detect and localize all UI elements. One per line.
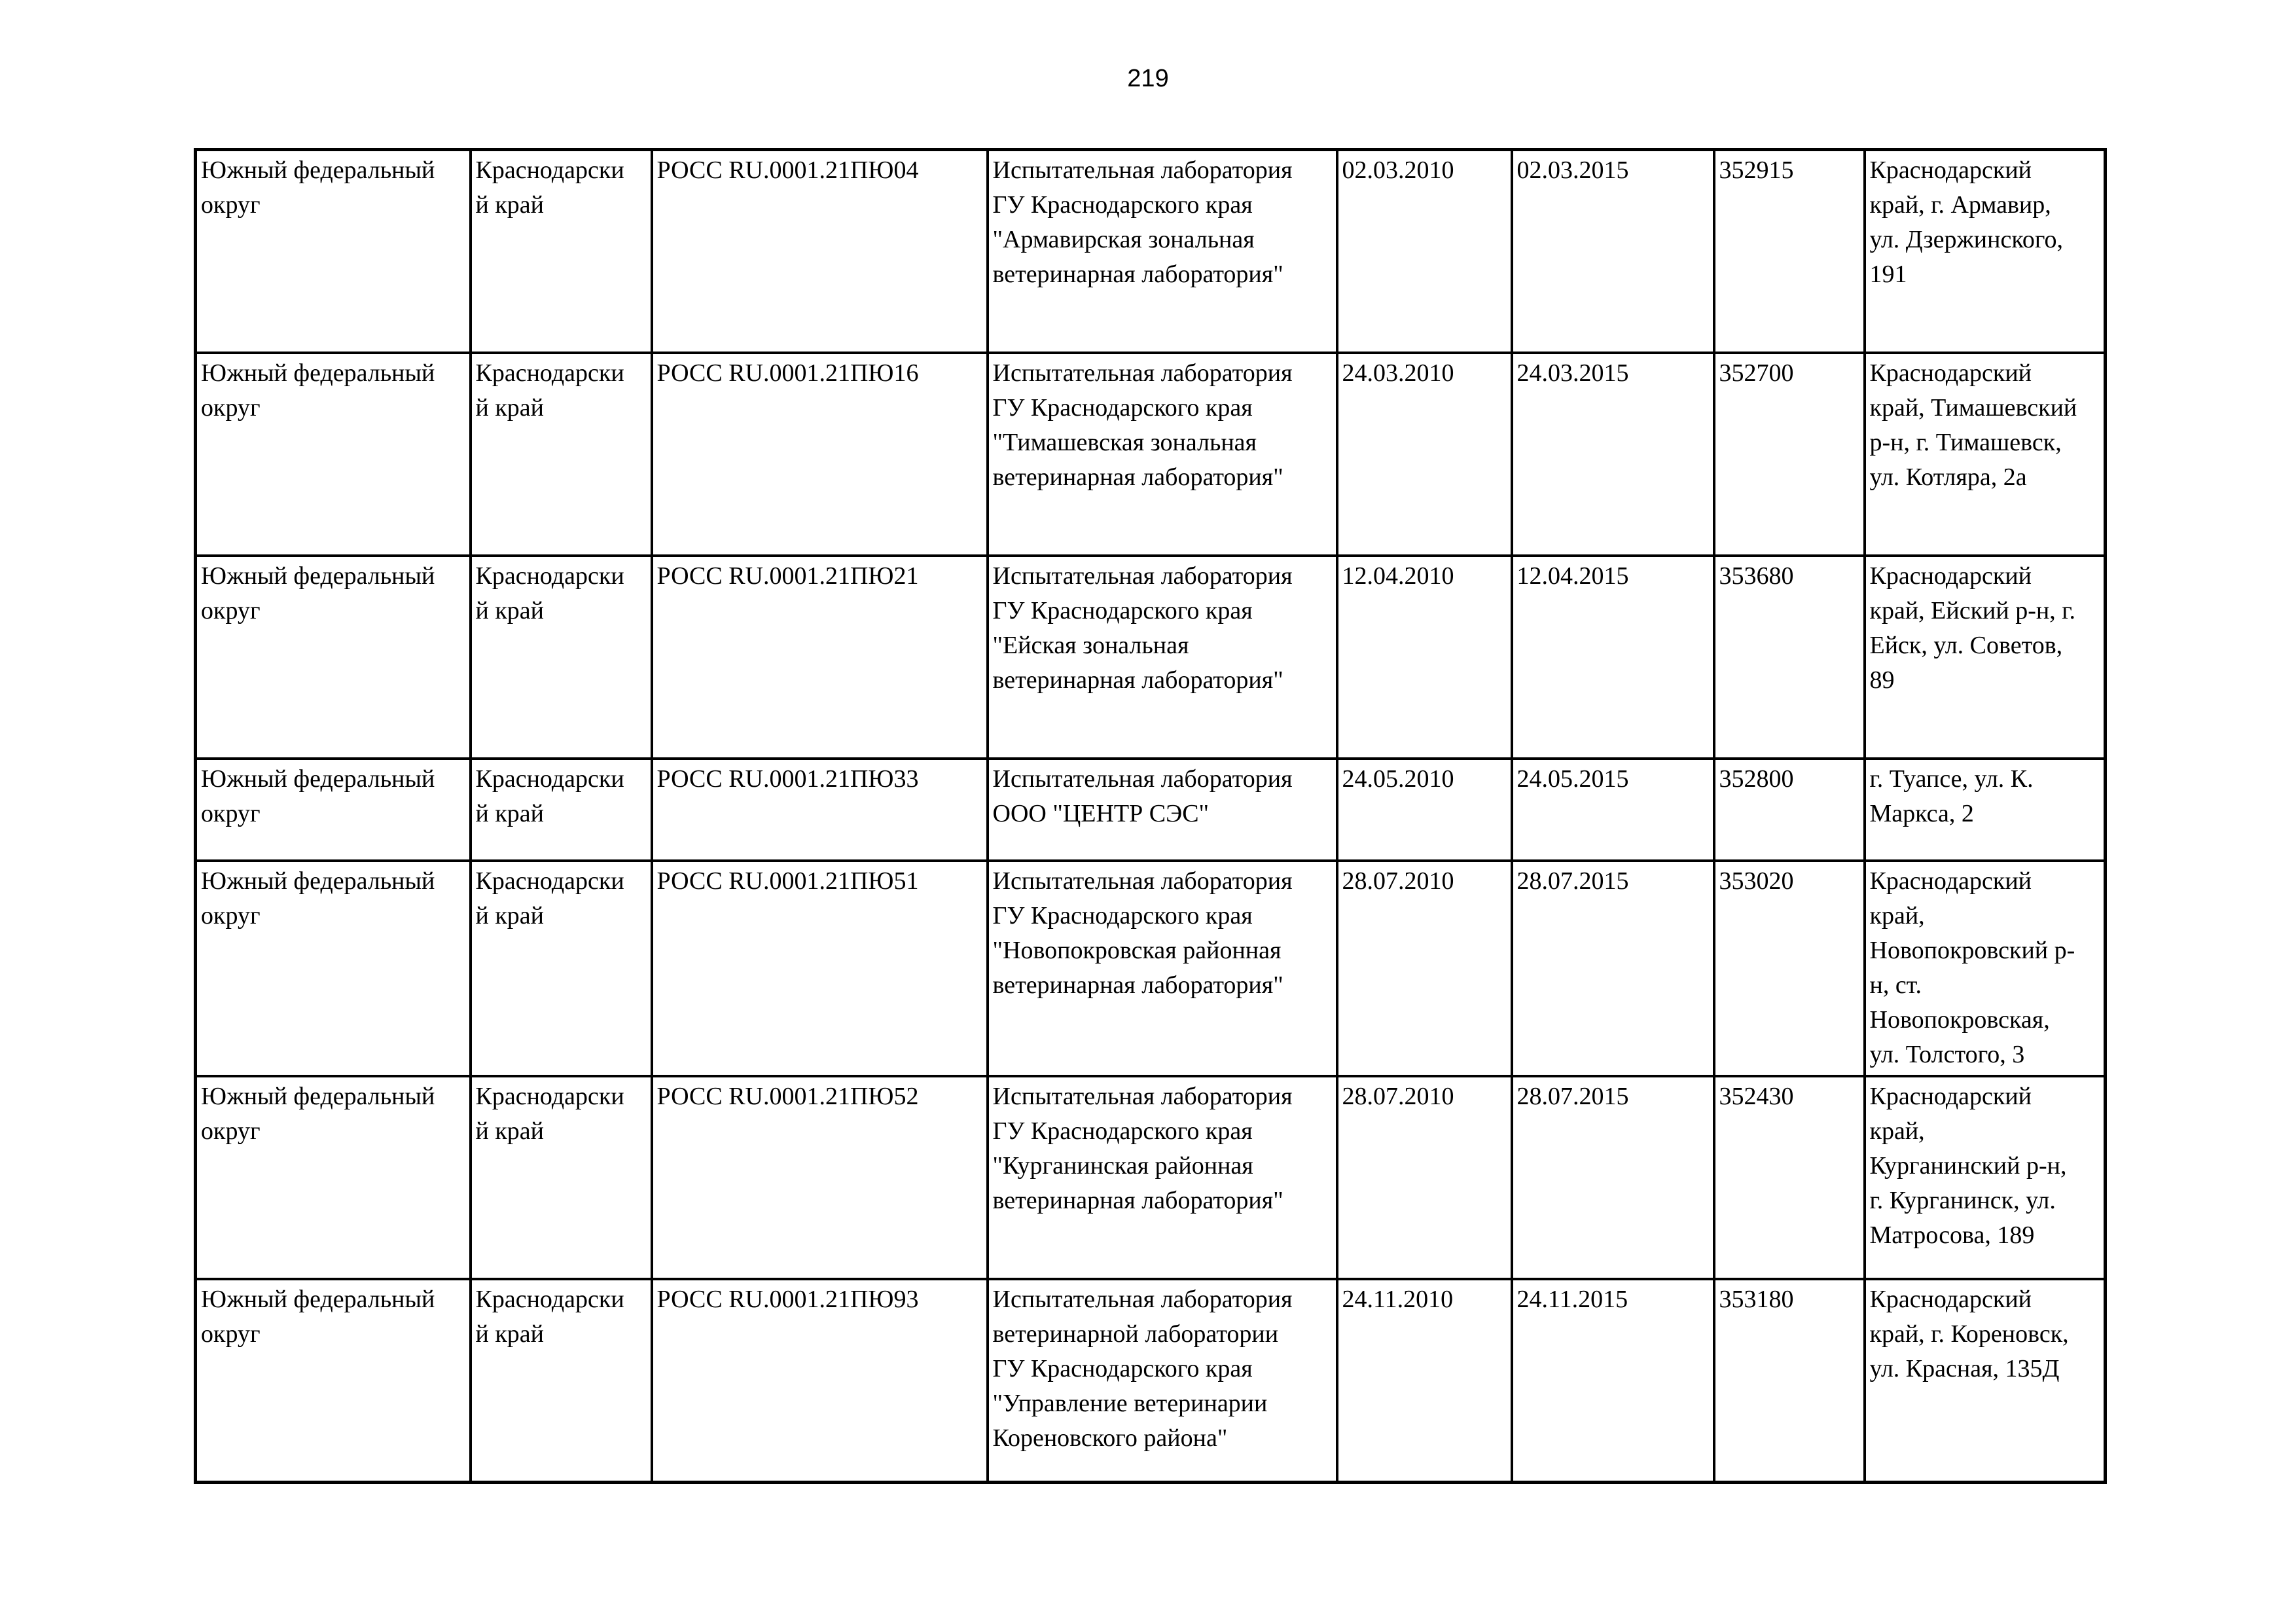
district-cell: Южный федеральный округ — [196, 556, 471, 759]
district-cell: Южный федеральный округ — [196, 150, 471, 353]
address-cell: Краснодарский край, Тимашевский р-н, г. Тимашевск, ул. Котляра, 2а — [1865, 353, 2106, 556]
date-to-cell: 28.07.2015 — [1512, 1076, 1714, 1279]
table-row — [196, 353, 2106, 556]
region-cell: Краснодарски й край — [471, 150, 652, 353]
postal-code-cell: 352700 — [1714, 353, 1865, 556]
region-cell: Краснодарски й край — [471, 353, 652, 556]
table-row — [196, 1076, 2106, 1279]
laboratory-name-cell: Испытательная лаборатория ГУ Краснодарского края "Ейская зональная ветеринарная лаборатория" — [988, 556, 1337, 759]
certificate-number-cell: РОСС RU.0001.21ПЮ51 — [652, 861, 988, 1076]
date-from-cell: 12.04.2010 — [1337, 556, 1512, 759]
page-number: 219 — [1127, 65, 1169, 92]
certificate-number-cell: РОСС RU.0001.21ПЮ52 — [652, 1076, 988, 1279]
date-from-cell: 02.03.2010 — [1337, 150, 1512, 353]
laboratory-name-cell: Испытательная лаборатория ГУ Краснодарского края "Курганинская районная ветеринарная лаборатория" — [988, 1076, 1337, 1279]
certificate-number-cell: РОСС RU.0001.21ПЮ04 — [652, 150, 988, 353]
laboratory-name-cell: Испытательная лаборатория ветеринарной лаборатории ГУ Краснодарского края "Управление ветеринарии Кореновского района" — [988, 1279, 1337, 1483]
region-cell: Краснодарски й край — [471, 1279, 652, 1483]
postal-code-cell: 352430 — [1714, 1076, 1865, 1279]
certificate-number-cell: РОСС RU.0001.21ПЮ16 — [652, 353, 988, 556]
region-cell: Краснодарски й край — [471, 759, 652, 861]
laboratory-name-cell: Испытательная лаборатория ГУ Краснодарского края "Тимашевская зональная ветеринарная лаборатория" — [988, 353, 1337, 556]
postal-code-cell: 353680 — [1714, 556, 1865, 759]
date-to-cell: 02.03.2015 — [1512, 150, 1714, 353]
table-row — [196, 150, 2106, 353]
lab-registry-table — [194, 148, 2107, 1484]
district-cell: Южный федеральный округ — [196, 759, 471, 861]
date-from-cell: 24.11.2010 — [1337, 1279, 1512, 1483]
laboratory-name-cell: Испытательная лаборатория ООО "ЦЕНТР СЭС" — [988, 759, 1337, 861]
date-from-cell: 28.07.2010 — [1337, 1076, 1512, 1279]
district-cell: Южный федеральный округ — [196, 1279, 471, 1483]
district-cell: Южный федеральный округ — [196, 1076, 471, 1279]
region-cell: Краснодарски й край — [471, 861, 652, 1076]
address-cell: Краснодарский край, Новопокровский р- н, ст. Новопокровская, ул. Толстого, 3 — [1865, 861, 2106, 1076]
table-row — [196, 759, 2106, 861]
date-from-cell: 28.07.2010 — [1337, 861, 1512, 1076]
address-cell: Краснодарский край, г. Армавир, ул. Дзержинского, 191 — [1865, 150, 2106, 353]
district-cell: Южный федеральный округ — [196, 353, 471, 556]
certificate-number-cell: РОСС RU.0001.21ПЮ21 — [652, 556, 988, 759]
table-row — [196, 1279, 2106, 1483]
laboratory-name-cell: Испытательная лаборатория ГУ Краснодарского края "Новопокровская районная ветеринарная лаборатория" — [988, 861, 1337, 1076]
region-cell: Краснодарски й край — [471, 1076, 652, 1279]
certificate-number-cell: РОСС RU.0001.21ПЮ33 — [652, 759, 988, 861]
postal-code-cell: 353020 — [1714, 861, 1865, 1076]
address-cell: Краснодарский край, Курганинский р-н, г. Курганинск, ул. Матросова, 189 — [1865, 1076, 2106, 1279]
region-cell: Краснодарски й край — [471, 556, 652, 759]
date-to-cell: 24.05.2015 — [1512, 759, 1714, 861]
date-from-cell: 24.03.2010 — [1337, 353, 1512, 556]
date-to-cell: 24.11.2015 — [1512, 1279, 1714, 1483]
postal-code-cell: 353180 — [1714, 1279, 1865, 1483]
postal-code-cell: 352915 — [1714, 150, 1865, 353]
certificate-number-cell: РОСС RU.0001.21ПЮ93 — [652, 1279, 988, 1483]
postal-code-cell: 352800 — [1714, 759, 1865, 861]
date-to-cell: 24.03.2015 — [1512, 353, 1714, 556]
date-to-cell: 28.07.2015 — [1512, 861, 1714, 1076]
address-cell: г. Туапсе, ул. К. Маркса, 2 — [1865, 759, 2106, 861]
table-row — [196, 556, 2106, 759]
table-row — [196, 861, 2106, 1076]
date-from-cell: 24.05.2010 — [1337, 759, 1512, 861]
address-cell: Краснодарский край, Ейский р-н, г. Ейск, ул. Советов, 89 — [1865, 556, 2106, 759]
date-to-cell: 12.04.2015 — [1512, 556, 1714, 759]
district-cell: Южный федеральный округ — [196, 861, 471, 1076]
laboratory-name-cell: Испытательная лаборатория ГУ Краснодарского края "Армавирская зональная ветеринарная лаборатория" — [988, 150, 1337, 353]
address-cell: Краснодарский край, г. Кореновск, ул. Красная, 135Д — [1865, 1279, 2106, 1483]
